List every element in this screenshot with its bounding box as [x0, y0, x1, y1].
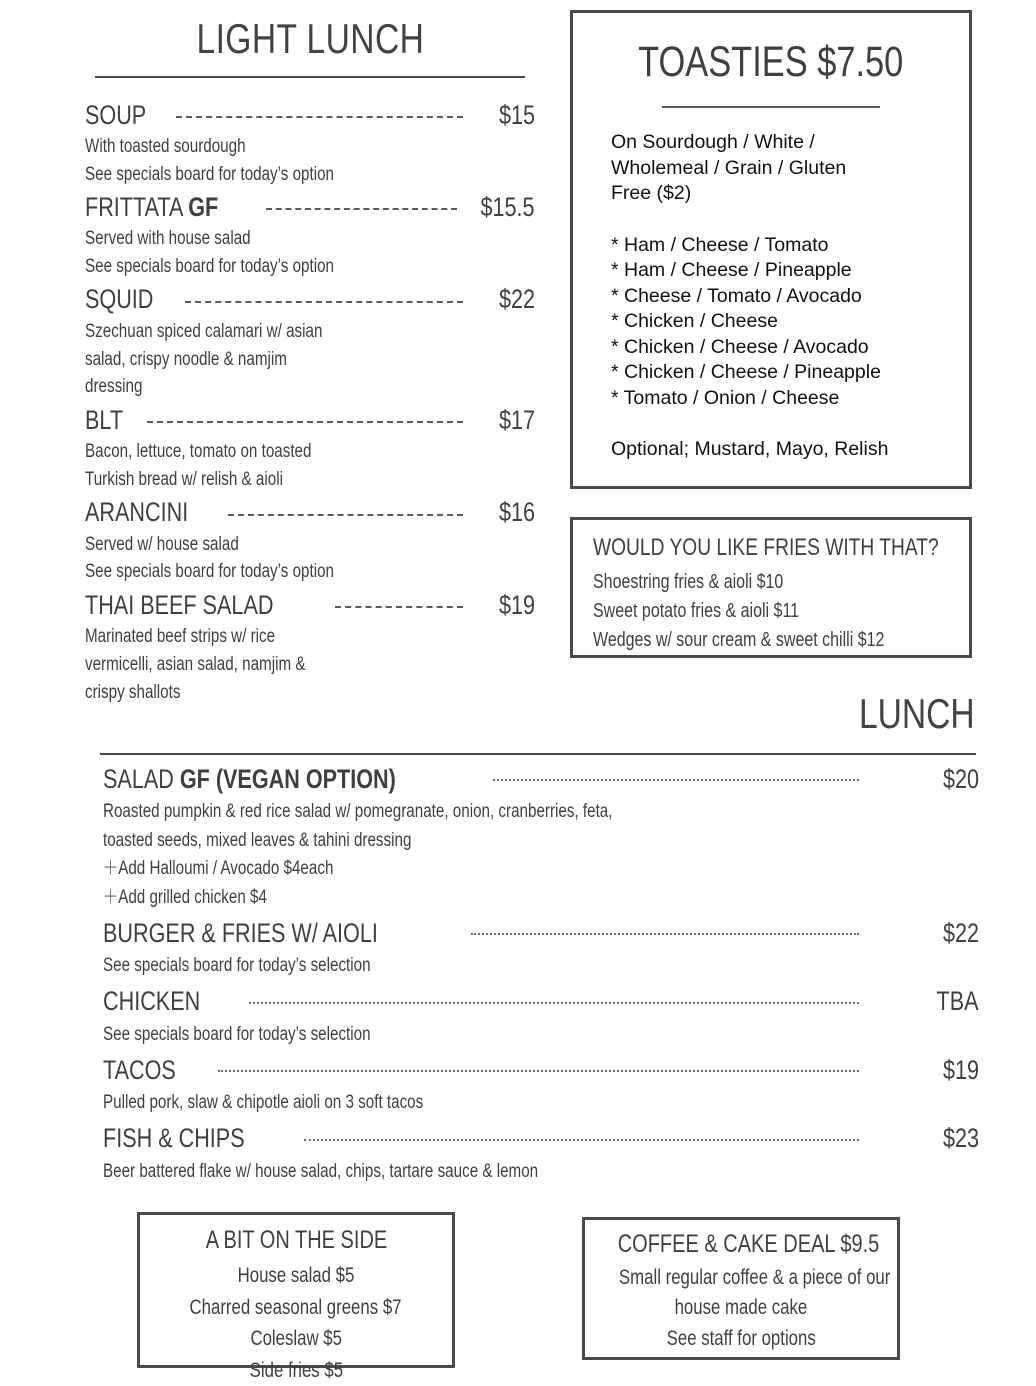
light-lunch-item: [85, 496, 535, 586]
lunch-heading-text: LUNCH: [859, 693, 975, 735]
fries-line-text: Shoestring fries & aioli $10: [593, 568, 783, 597]
toasties-title: [573, 41, 969, 84]
lunch-item-description-text: Pulled pork, slaw & chipotle aioli on 3 soft tacos: [103, 1089, 423, 1118]
light-lunch-item-description: [85, 531, 535, 586]
light-lunch-item-name-text: ARANCINI: [85, 499, 188, 526]
coffee-box-line: [585, 1293, 897, 1323]
toasties-filling-item: * Ham / Cheese / Tomato: [611, 233, 955, 259]
lunch-item: [103, 916, 979, 981]
fries-line: [593, 568, 969, 597]
side-box-line-list: [140, 1260, 452, 1386]
light-lunch-item-price: [473, 499, 535, 526]
side-box-title: [140, 1228, 452, 1253]
side-box-title-text: A BIT ON THE SIDE: [205, 1228, 387, 1253]
lunch-item-name-text: SALAD GF (VEGAN OPTION): [103, 766, 396, 793]
light-lunch-item-description-line: [85, 253, 535, 281]
toasties-bread-line: Free ($2): [611, 181, 955, 207]
lunch-item-description-text: See specials board for today’s selection: [103, 952, 371, 981]
light-lunch-item: [85, 190, 535, 280]
light-lunch-item-description-text: Served w/ house salad: [85, 531, 239, 559]
side-box-line-text: House salad $5: [238, 1260, 355, 1292]
light-lunch-item-description-line: [85, 466, 535, 494]
lunch-item-price: [859, 766, 979, 793]
light-lunch-item-name-text: THAI BEEF SALAD: [85, 592, 273, 619]
light-lunch-item: [85, 403, 535, 493]
lunch-item-price-text: $23: [943, 1125, 979, 1152]
light-lunch-item-name-text: SQUID: [85, 286, 153, 313]
coffee-box-line-text: Small regular coffee & a piece of our: [619, 1263, 890, 1293]
light-lunch-item-price-text: $19: [499, 592, 535, 619]
light-lunch-item-gf-badge: GF: [188, 192, 218, 222]
light-lunch-item-description: [85, 318, 535, 401]
lunch-item: [103, 1053, 979, 1118]
light-lunch-section: [85, 18, 535, 708]
lunch-item-header: [103, 916, 979, 950]
light-lunch-item-leader: [266, 208, 458, 210]
lunch-item-leader: [304, 1139, 859, 1141]
coffee-box-line: [585, 1263, 897, 1293]
side-box-line: [140, 1355, 452, 1386]
lunch-item-header: [103, 1122, 979, 1156]
side-box-line: [140, 1260, 452, 1292]
lunch-item-price-text: TBA: [937, 988, 979, 1015]
toasties-bread-line: Wholemeal / Grain / Gluten: [611, 156, 955, 182]
lunch-item-description-text: toasted seeds, mixed leaves & tahini dressing: [103, 827, 411, 856]
light-lunch-item-list: [85, 98, 535, 706]
lunch-item-name-text: CHICKEN: [103, 988, 200, 1015]
light-lunch-item-name-text: SOUP: [85, 102, 146, 129]
lunch-heading: [0, 693, 975, 735]
light-lunch-item-description: [85, 225, 535, 280]
light-lunch-item-description-line: [85, 225, 535, 253]
toasties-fillings-list: [611, 233, 969, 412]
lunch-item-name: [103, 1125, 280, 1152]
light-lunch-item-header: [85, 403, 535, 437]
light-lunch-item-price: [473, 102, 535, 129]
fries-line: [593, 597, 969, 626]
toasties-divider: [662, 106, 880, 108]
light-lunch-item: [85, 283, 535, 401]
light-lunch-item-description-text: Bacon, lettuce, tomato on toasted: [85, 438, 311, 466]
light-lunch-item-name: [85, 102, 162, 129]
light-lunch-item-description-line: [85, 531, 535, 559]
light-lunch-item: [85, 588, 535, 706]
light-lunch-item-header: [85, 283, 535, 317]
toasties-filling-item: * Ham / Cheese / Pineapple: [611, 258, 955, 284]
lunch-item-description-text: ＋Add grilled chicken $4: [103, 884, 267, 913]
lunch-item-description: [103, 1158, 979, 1187]
light-lunch-item-price: [467, 194, 535, 221]
side-box-line-text: Coleslaw $5: [250, 1323, 342, 1355]
light-lunch-item-leader: [335, 606, 463, 608]
light-lunch-item-description-text: With toasted sourdough: [85, 133, 246, 161]
light-lunch-item-leader: [228, 514, 463, 516]
lunch-item-description-line: [103, 1021, 979, 1050]
lunch-item-description-line: [103, 884, 979, 913]
side-box-line-text: Charred seasonal greens $7: [190, 1292, 402, 1324]
lunch-item-description-text: Beer battered flake w/ house salad, chips, tartare sauce & lemon: [103, 1158, 538, 1187]
light-lunch-item-price: [473, 592, 535, 619]
lunch-item-price-text: $22: [943, 920, 979, 947]
light-lunch-item-leader: [176, 116, 463, 118]
light-lunch-item-name: [85, 592, 321, 619]
light-lunch-item-price-text: $16: [499, 499, 535, 526]
toasties-bread-options: [611, 130, 969, 207]
light-lunch-item-header: [85, 588, 535, 622]
lunch-item-description-text: ＋Add Halloumi / Avocado $4each: [103, 855, 333, 884]
toasties-optional-text: Optional; Mustard, Mayo, Relish: [611, 437, 955, 463]
lunch-item-price: [859, 1057, 979, 1084]
light-lunch-item-description-line: [85, 558, 535, 586]
light-lunch-item-description: [85, 133, 535, 188]
light-lunch-item-header: [85, 190, 535, 224]
fries-title-text: WOULD YOU LIKE FRIES WITH THAT?: [593, 536, 939, 560]
lunch-item-leader: [249, 1002, 859, 1004]
lunch-item-header: [103, 1053, 979, 1087]
fries-title: [593, 536, 969, 560]
light-lunch-item-description-line: [85, 161, 535, 189]
lunch-item-price: [859, 920, 979, 947]
light-lunch-item-description-text: See specials board for today’s option: [85, 253, 334, 281]
light-lunch-item-leader: [147, 421, 463, 423]
lunch-item-header: [103, 762, 979, 796]
lunch-item-name: [103, 766, 469, 793]
light-lunch-item-description-line: [85, 651, 535, 679]
lunch-item-description-text: See specials board for today’s selection: [103, 1021, 371, 1050]
light-lunch-item-description-text: salad, crispy noodle & namjim: [85, 346, 287, 374]
lunch-item-list: [103, 762, 979, 1190]
lunch-item-description-line: [103, 855, 979, 884]
coffee-box-line-text: house made cake: [675, 1293, 808, 1323]
light-lunch-item-description-line: [85, 623, 535, 651]
a-bit-on-the-side-box: [137, 1212, 455, 1368]
light-lunch-item-description-text: See specials board for today’s option: [85, 558, 334, 586]
lunch-item-name-text: BURGER & FRIES W/ AIOLI: [103, 920, 378, 947]
lunch-item-leader: [471, 933, 859, 935]
lunch-item-gf-badge: GF (VEGAN OPTION): [180, 764, 396, 794]
lunch-item-price: [859, 988, 979, 1015]
fries-line-list: [573, 568, 969, 656]
light-lunch-item-price-text: $15: [499, 102, 535, 129]
lunch-item: [103, 1122, 979, 1187]
coffee-cake-deal-box: [582, 1217, 900, 1360]
toasties-filling-item: * Tomato / Onion / Cheese: [611, 386, 955, 412]
light-lunch-item-price-text: $17: [499, 407, 535, 434]
light-lunch-item-description-text: Marinated beef strips w/ rice: [85, 623, 275, 651]
coffee-box-title-text: COFFEE & CAKE DEAL $9.5: [618, 1232, 880, 1257]
light-lunch-item-description-text: crispy shallots: [85, 679, 180, 707]
light-lunch-item-description-text: Szechuan spiced calamari w/ asian: [85, 318, 322, 346]
light-lunch-item-name: [85, 286, 171, 313]
side-box-line-text: Side fries $5: [249, 1355, 342, 1386]
light-lunch-item-description-line: [85, 318, 535, 346]
toasties-optional-extras: [611, 437, 969, 463]
coffee-box-line-list: [585, 1263, 897, 1354]
lunch-item-description-line: [103, 1158, 979, 1187]
light-lunch-item-description-line: [85, 133, 535, 161]
lunch-item-description-line: [103, 827, 979, 856]
lunch-item-description: [103, 1021, 979, 1050]
toasties-filling-item: * Chicken / Cheese: [611, 309, 955, 335]
lunch-item-price-text: $20: [943, 766, 979, 793]
light-lunch-item-price-text: $15.5: [481, 194, 535, 221]
light-lunch-item-description-line: [85, 438, 535, 466]
toasties-bread-line: On Sourdough / White /: [611, 130, 955, 156]
lunch-item-description-line: [103, 952, 979, 981]
fries-box: [570, 517, 972, 658]
light-lunch-item-description: [85, 438, 535, 493]
light-lunch-item-name-text: FRITTATA GF: [85, 194, 218, 221]
lunch-item: [103, 762, 979, 912]
toasties-filling-item: * Cheese / Tomato / Avocado: [611, 284, 955, 310]
light-lunch-item-price-text: $22: [499, 286, 535, 313]
toasties-filling-item: * Chicken / Cheese / Avocado: [611, 335, 955, 361]
light-lunch-item-price: [473, 407, 535, 434]
fries-line: [593, 626, 969, 655]
light-lunch-item: [85, 98, 535, 188]
coffee-box-line: [585, 1324, 897, 1354]
side-box-line: [140, 1292, 452, 1324]
light-lunch-item-description-text: See specials board for today’s option: [85, 161, 334, 189]
light-lunch-item-name: [85, 407, 133, 434]
lunch-item-description-text: Roasted pumpkin & red rice salad w/ pomegranate, onion, cranberries, feta,: [103, 798, 612, 827]
lunch-item-leader: [493, 779, 859, 781]
side-box-line: [140, 1323, 452, 1355]
lunch-item-description-line: [103, 1089, 979, 1118]
fries-line-text: Sweet potato fries & aioli $11: [593, 597, 799, 626]
light-lunch-heading: [85, 18, 535, 62]
lunch-item-description-line: [103, 798, 979, 827]
light-lunch-item-description-text: vermicelli, asian salad, namjim &: [85, 651, 305, 679]
lunch-item-description: [103, 798, 979, 912]
light-lunch-item-price: [473, 286, 535, 313]
lunch-item-name: [103, 920, 447, 947]
lunch-item-name: [103, 988, 225, 1015]
light-lunch-item-header: [85, 496, 535, 530]
toasties-box: [570, 10, 972, 489]
toasties-title-text: TOASTIES $7.50: [638, 41, 903, 84]
lunch-item-name-text: FISH & CHIPS: [103, 1125, 245, 1152]
coffee-box-title: [585, 1232, 897, 1257]
coffee-box-line-text: See staff for options: [666, 1324, 815, 1354]
lunch-item-name-text: TACOS: [103, 1057, 176, 1084]
light-lunch-heading-rule: [95, 76, 525, 78]
light-lunch-item-description-text: Served with house salad: [85, 225, 251, 253]
light-lunch-item-leader: [185, 301, 463, 303]
light-lunch-item-header: [85, 98, 535, 132]
toasties-filling-item: * Chicken / Cheese / Pineapple: [611, 360, 955, 386]
light-lunch-item-description-line: [85, 373, 535, 401]
light-lunch-item-name: [85, 194, 252, 221]
lunch-item-description: [103, 1089, 979, 1118]
light-lunch-item-description-text: Turkish bread w/ relish & aioli: [85, 466, 283, 494]
lunch-item: [103, 985, 979, 1050]
light-lunch-item-description-line: [85, 346, 535, 374]
light-lunch-heading-text: LIGHT LUNCH: [196, 18, 424, 60]
lunch-item-leader: [218, 1070, 859, 1072]
lunch-item-price-text: $19: [943, 1057, 979, 1084]
lunch-item-price: [859, 1125, 979, 1152]
lunch-item-description: [103, 952, 979, 981]
lunch-item-header: [103, 985, 979, 1019]
light-lunch-item-name-text: BLT: [85, 407, 123, 434]
light-lunch-item-description-text: dressing: [85, 373, 142, 401]
fries-line-text: Wedges w/ sour cream & sweet chilli $12: [593, 626, 884, 655]
lunch-item-name: [103, 1057, 194, 1084]
light-lunch-item-name: [85, 499, 214, 526]
lunch-heading-rule: [100, 753, 976, 755]
